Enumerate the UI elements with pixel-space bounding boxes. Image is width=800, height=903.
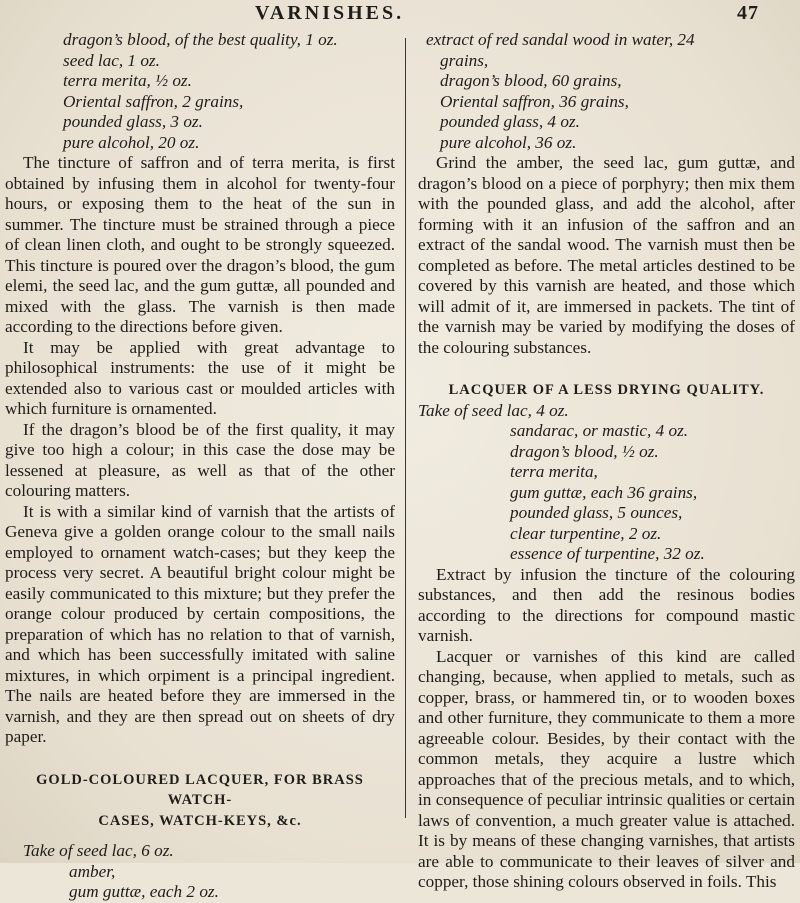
section-heading-line: CASES, WATCH-KEYS, &c. — [98, 812, 302, 829]
paragraph: If the dragon’s blood be of the first quality, it may give too high a colour; in this case the dose may be lessened at pleasure, as well as that of the other colouring matters. — [5, 419, 395, 500]
section-heading: LACQUER OF A LESS DRYING QUALITY. — [448, 382, 765, 398]
right-column — [418, 30, 795, 893]
recipe-lead: Take of seed lac, 6 oz. — [23, 841, 174, 860]
section-heading-line: GOLD-COLOURED LACQUER, FOR BRASS WATCH- — [36, 771, 364, 808]
paragraph: Grind the amber, the seed lac, gum guttæ, and dragon’s blood on a piece of porphyry; then mix them with the pounded glass, and add the alcohol, after forming with it an infusion of the saffron and an extract of the sandal wood. The varnish must then be completed as before. The metal articles destined to be covered by this varnish are heated, and those which will admit of it, are immersed in packets. The tint of the varnish may be varied by modifying the doses of the colouring substances. — [418, 153, 795, 357]
recipe-line: clear turpentine, 2 oz. — [510, 523, 662, 543]
paragraph: It may be applied with great advantage to philosophical instruments: the use of it might be extended also to various cast or moulded articles with which furniture is ornamented. — [5, 337, 395, 418]
left-recipe2 — [5, 841, 395, 903]
recipe-lead: Take of seed lac, 4 oz. — [418, 400, 569, 420]
recipe-line: pure alcohol, 36 oz. — [440, 132, 577, 152]
recipe-line: Oriental saffron, 36 grains, — [440, 91, 629, 111]
recipe-line: pure alcohol, 20 oz. — [63, 132, 200, 152]
running-header — [0, 2, 800, 32]
recipe-line: gum guttæ, each 36 grains, — [510, 482, 698, 502]
section-heading — [5, 770, 395, 832]
recipe-line: essence of turpentine, 32 oz. — [510, 544, 705, 563]
recipe-line: amber, — [69, 861, 116, 881]
recipe-line: dragon’s blood, ½ oz. — [510, 441, 659, 461]
left-recipe-list — [5, 30, 395, 153]
right-recipe-list — [418, 30, 795, 153]
running-title: VARNISHES. — [255, 2, 405, 24]
paragraph: Extract by infusion the tincture of the colouring substances, and then add the resinous bodies according to the directions for compound mastic varnish. — [418, 564, 795, 645]
recipe-line: pounded glass, 3 oz. — [63, 112, 203, 131]
recipe-line: pounded glass, 4 oz. — [440, 112, 580, 131]
recipe-line: seed lac, 1 oz. — [63, 50, 160, 70]
paragraph: It is with a similar kind of varnish that the artists of Geneva give a golden orange colour to the small nails employed to ornament watch-cases; but they keep the process very secret. A beautiful bright colour might be easily communicated to this mixture; but they prefer the orange colour produced by certain compositions, the preparation of which has no relation to that of varnish, and which has been successfully imitated with saline mixtures, in which orpiment is a principal ingredient. The nails are heated before they are immersed in the varnish, and they are then spread out on sheets of dry paper. — [5, 501, 395, 746]
column-divider — [405, 38, 406, 818]
recipe-line: gum guttæ, each 2 oz. — [69, 882, 219, 901]
recipe-line: pounded glass, 5 ounces, — [510, 503, 683, 522]
recipe-line: terra merita, — [510, 462, 598, 481]
paragraph: Lacquer or varnishes of this kind are called changing, because, when applied to metals, such as copper, brass, or hammered tin, or to wooden boxes and other furniture, they communicate to them a more agreeable colour. Besides, by their contact with the common metals, they acquire a lustre which approaches that of the precious metals, and to which, in consequence of peculiar intrinsic qualities or certain laws of convention, a much greater value is attached. It is by means of these changing varnishes, that artists are able to communicate to their leaves of silver and copper, those shining colours observed in foils. This — [418, 646, 795, 891]
recipe-line: dragon’s blood, of the best quality, 1 oz. — [63, 30, 338, 49]
recipe-line: dragon’s blood, 60 grains, — [440, 71, 622, 90]
right-recipe2 — [418, 401, 795, 565]
recipe-line: extract of red sandal wood in water, 24 — [426, 30, 695, 49]
left-column — [5, 30, 395, 903]
recipe-line: terra merita, ½ oz. — [63, 71, 192, 90]
paragraph: The tincture of saffron and of terra merita, is first obtained by infusing them in alcohol for twenty-four hours, or exposing them to the heat of the sun in summer. The tincture must be strained through a piece of clean linen cloth, and ought to be strongly squeezed. This tincture is poured over the dragon’s blood, the gum elemi, the seed lac, and the gum guttæ, all pounded and mixed with the glass. The varnish is then made according to the directions before given. — [5, 153, 395, 336]
recipe-line: grains, — [440, 50, 489, 70]
recipe-line: sandarac, or mastic, 4 oz. — [510, 421, 689, 440]
recipe-line: Oriental saffron, 2 grains, — [63, 91, 244, 111]
page-number: 47 — [737, 2, 759, 24]
